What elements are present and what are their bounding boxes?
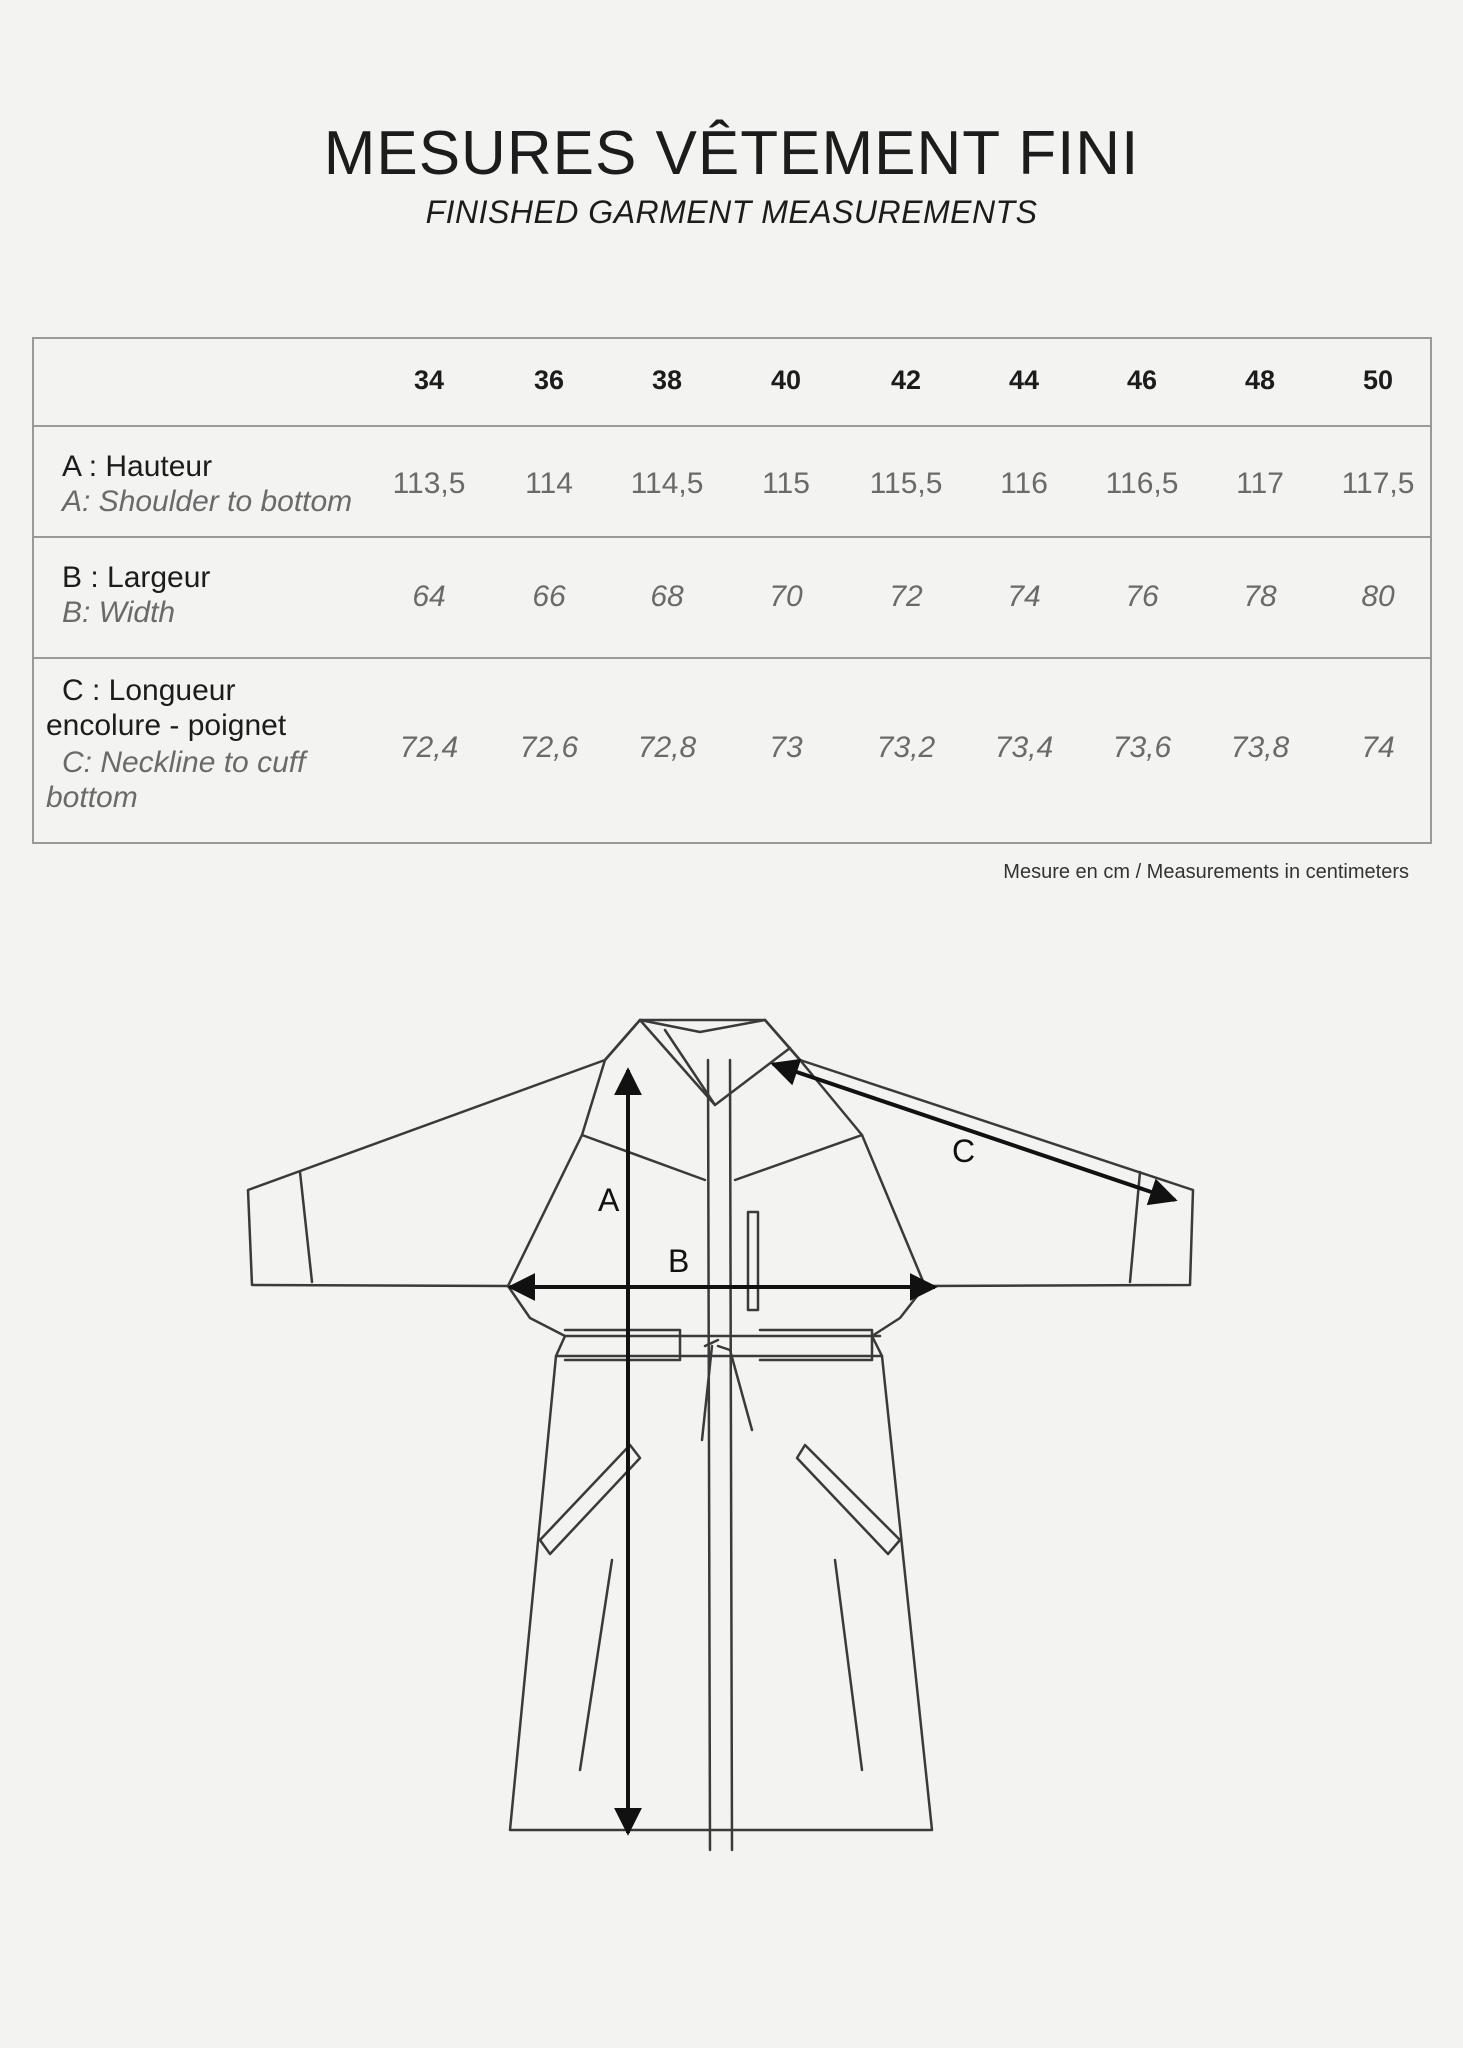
table-cell: 73 xyxy=(769,731,803,764)
row-label-en: bottom xyxy=(46,781,138,814)
arrow-c xyxy=(773,1064,1175,1200)
table-cell: 114,5 xyxy=(630,467,704,500)
table-cell: 114 xyxy=(525,467,573,500)
row-label-en: A: Shoulder to bottom xyxy=(62,485,353,518)
table-cell: 73,8 xyxy=(1230,731,1290,764)
center-placket xyxy=(708,1060,732,1850)
label-c: C xyxy=(952,1133,976,1169)
table-cell: 78 xyxy=(1243,580,1277,613)
yoke-seam xyxy=(582,1135,862,1180)
chest-pocket xyxy=(748,1212,758,1310)
table-cell: 116 xyxy=(1000,467,1048,500)
table-cell: 117 xyxy=(1236,467,1284,500)
row-label-en: B: Width xyxy=(62,596,176,629)
table-cell: 115,5 xyxy=(869,467,943,500)
page-subtitle: FINISHED GARMENT MEASUREMENTS xyxy=(425,194,1038,230)
page-title: MESURES VÊTEMENT FINI xyxy=(323,119,1140,188)
table-cell: 70 xyxy=(769,580,803,613)
table-cell: 115 xyxy=(762,467,810,500)
table-cell: 117,5 xyxy=(1341,467,1415,500)
table-row xyxy=(34,538,1430,659)
row-label-fr: A : Hauteur xyxy=(62,450,213,483)
row-label-en: C: Neckline to cuff xyxy=(62,746,306,779)
table-cell: 72,4 xyxy=(399,731,459,764)
left-side-line xyxy=(580,1560,612,1770)
size-header: 50 xyxy=(1362,365,1394,395)
table-cell: 74 xyxy=(1007,580,1041,613)
table-cell: 113,5 xyxy=(392,467,466,500)
table-cell: 64 xyxy=(412,580,446,613)
label-a: A xyxy=(598,1182,620,1218)
size-header: 42 xyxy=(890,365,922,395)
size-header: 44 xyxy=(1008,365,1040,395)
row-label-fr: encolure - poignet xyxy=(46,709,287,742)
table-cell: 73,4 xyxy=(994,731,1054,764)
row-label-fr: C : Longueur xyxy=(62,674,236,707)
right-side-line xyxy=(835,1560,862,1770)
row-label-fr: B : Largeur xyxy=(62,561,211,594)
table-cell: 68 xyxy=(650,580,684,613)
measurements-table xyxy=(32,337,1432,844)
table-cell: 73,2 xyxy=(876,731,936,764)
collar xyxy=(605,1020,800,1105)
table-header-row xyxy=(34,339,1430,427)
table-cell: 73,6 xyxy=(1112,731,1172,764)
units-note: Mesure en cm / Measurements in centimeters xyxy=(1003,861,1409,883)
left-cuff xyxy=(300,1172,312,1282)
right-pocket xyxy=(797,1445,900,1554)
table-cell: 66 xyxy=(532,580,566,613)
label-b: B xyxy=(668,1243,690,1279)
size-header: 36 xyxy=(533,365,565,395)
left-pocket xyxy=(540,1445,640,1554)
table-row xyxy=(34,427,1430,538)
garment-diagram xyxy=(0,980,1463,1880)
size-header: 48 xyxy=(1244,365,1276,395)
table-cell: 72,8 xyxy=(637,731,697,764)
table-cell: 80 xyxy=(1361,580,1395,613)
table-cell: 76 xyxy=(1125,580,1159,613)
table-cell: 74 xyxy=(1361,731,1395,764)
garment-outline xyxy=(248,1020,1193,1830)
table-row xyxy=(34,659,1430,842)
table-cell: 116,5 xyxy=(1105,467,1179,500)
size-header: 40 xyxy=(770,365,802,395)
size-header: 38 xyxy=(651,365,683,395)
table-cell: 72 xyxy=(889,580,923,613)
table-cell: 72,6 xyxy=(519,731,579,764)
size-header: 34 xyxy=(413,365,445,395)
size-header: 46 xyxy=(1126,365,1158,395)
